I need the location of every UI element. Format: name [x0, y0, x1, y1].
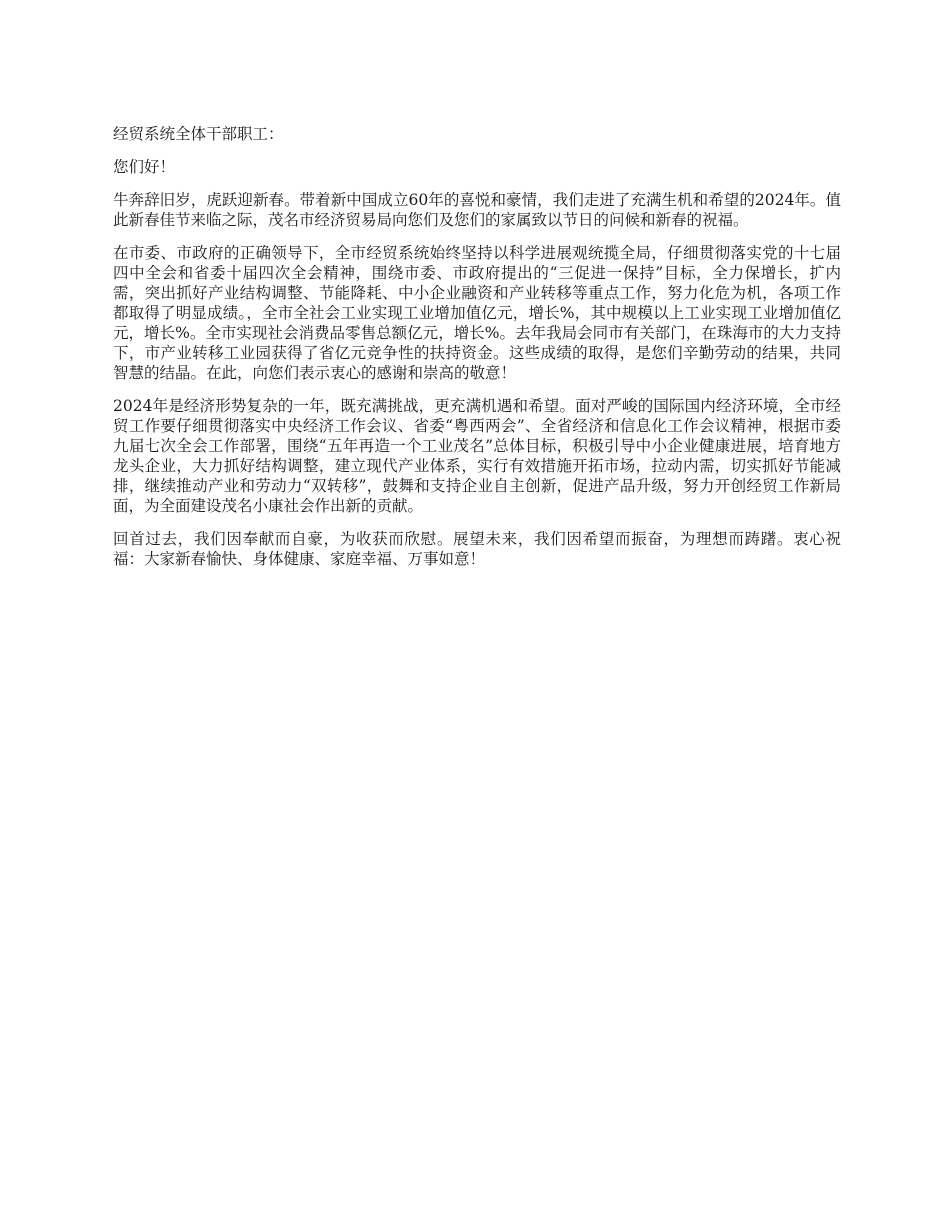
paragraph-new-year: 牛奔辞旧岁，虎跃迎新春。带着新中国成立60年的喜悦和豪情，我们走进了充满生机和希望的2024年。值此新春佳节来临之际，茂名市经济贸易局向您们及您们的家属致以节日的问候和新春的祝福。: [113, 191, 841, 229]
paragraph-outlook: 2024年是经济形势复杂的一年，既充满挑战，更充满机遇和希望。面对严峻的国际国内经济环境，全市经贸工作要仔细贯彻落实中央经济工作会议、省委“粤西两会”、全省经济和信息化工作会议精神，根据市委九届七次全会工作部署，围绕“五年再造一个工业茂名”总体目标，积极引导中小企业健康进展，培育地方龙头企业，大力抓好结构调整，建立现代产业体系，实行有效措施开拓市场，拉动内需，切实抓好节能减排，继续推动产业和劳动力“双转移”，鼓舞和支持企业自主创新，促进产品升级，努力开创经贸工作新局面，为全面建设茂名小康社会作出新的贡献。: [113, 397, 841, 515]
paragraph-achievements: 在市委、市政府的正确领导下，全市经贸系统始终坚持以科学进展观统揽全局，仔细贯彻落实党的十七届四中全会和省委十届四次全会精神，围绕市委、市政府提出的“三促进一保持”目标，全力保增长，扩内需，突出抓好产业结构调整、节能降耗、中小企业融资和产业转移等重点工作，努力化危为机，各项工作都取得了明显成绩。，全市全社会工业实现工业增加值亿元，增长%，其中规模以上工业实现工业增加值亿元，增长%。全市实现社会消费品零售总额亿元，增长%。去年我局会同市有关部门，在珠海市的大力支持下，市产业转移工业园获得了省亿元竞争性的扶持资金。这些成绩的取得，是您们辛勤劳动的结果，共同智慧的结晶。在此，向您们表示衷心的感谢和崇高的敬意！: [113, 244, 841, 382]
salutation: 经贸系统全体干部职工：: [113, 125, 284, 143]
letter-body: [113, 124, 841, 582]
paragraph-closing: 回首过去，我们因奉献而自豪，为收获而欣慰。展望未来，我们因希望而振奋，为理想而踌躇。衷心祝福：大家新春愉快、身体健康、家庭幸福、万事如意！: [113, 530, 841, 568]
greeting: 您们好！: [113, 158, 176, 176]
